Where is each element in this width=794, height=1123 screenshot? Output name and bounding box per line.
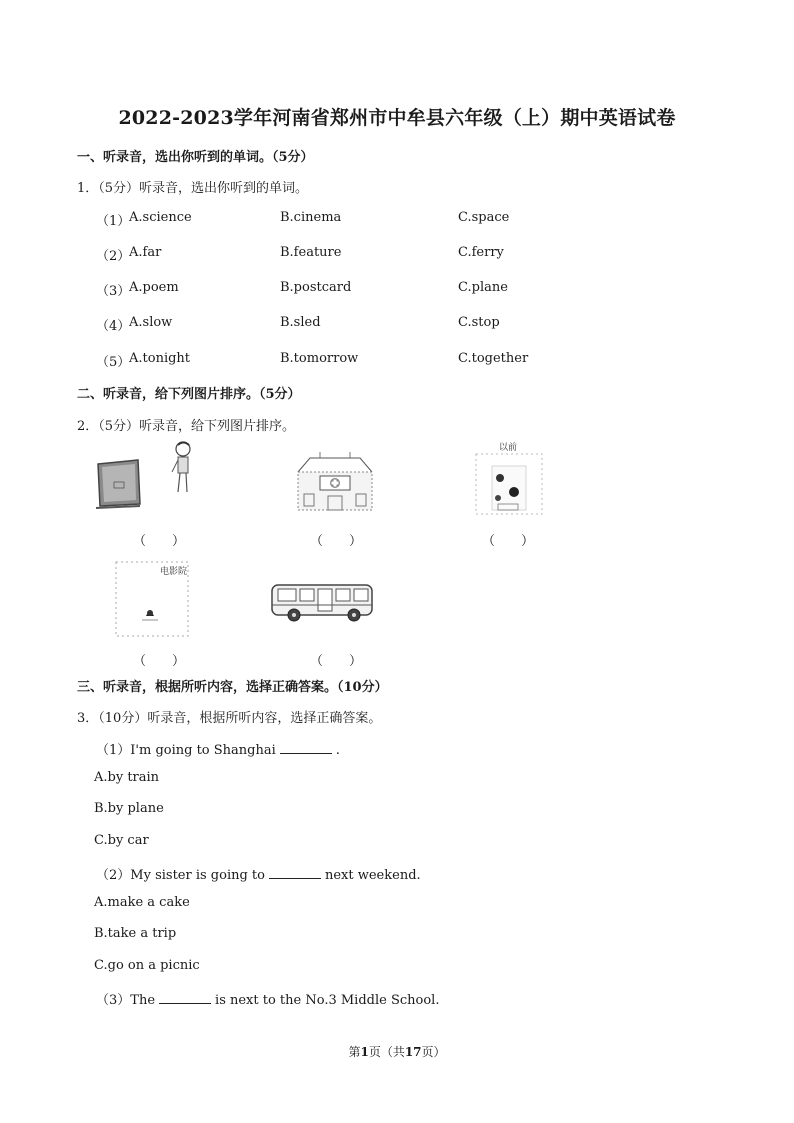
q3-item-3-blank xyxy=(159,991,211,1004)
page-title: 2022-2023学年河南省郑州市中牟县六年级（上）期中英语试卷 xyxy=(118,107,676,129)
picture-4-answer-paren: （ ） xyxy=(133,654,186,669)
q1-row-1-option-c: C.space xyxy=(458,210,510,225)
bus-picture xyxy=(268,577,378,627)
q3-item-2-before: My sister is going to xyxy=(130,868,265,883)
q1-row-1-option-a: A.science xyxy=(129,210,192,225)
q3-item-3-after: is next to the No.3 Middle School. xyxy=(215,993,440,1008)
q3-item-3-num: （3） xyxy=(96,993,131,1008)
q3-item-1-after: . xyxy=(335,743,340,758)
q3-item-1-blank xyxy=(280,741,332,754)
q3-item-2-option-c: C.go on a picnic xyxy=(94,958,200,973)
q1-row-2-option-a: A.far xyxy=(129,245,162,260)
footer-page-number: 1 xyxy=(360,1045,369,1059)
section-2-heading: 二、听录音，给下列图片排序。（5分） xyxy=(77,387,301,402)
q3-item-2-after: next weekend. xyxy=(324,868,421,883)
q1-row-2-option-b: B.feature xyxy=(280,245,342,260)
q1-row-4-option-a: A.slow xyxy=(129,315,173,330)
picture-5-answer-paren: （ ） xyxy=(310,654,363,669)
q1-row-5-option-c: C.together xyxy=(458,351,529,366)
q1-row-3-num: （3） xyxy=(96,284,131,299)
q3-item-3 xyxy=(96,989,439,1008)
post-office-sign: 以前 xyxy=(499,443,518,453)
question-1: 1．（5分）听录音，选出你听到的单词。 xyxy=(77,181,309,196)
q1-row-4-num: （4） xyxy=(96,319,131,334)
q3-item-2-num: （2） xyxy=(96,868,131,883)
q1-row-4-option-c: C.stop xyxy=(458,315,500,330)
q1-row-5-option-a: A.tonight xyxy=(129,351,191,366)
section-3-heading: 三、听录音，根据所听内容，选择正确答案。（10分） xyxy=(77,680,388,695)
q1-row-3-option-b: B.postcard xyxy=(280,280,352,295)
question-2: 2．（5分）听录音，给下列图片排序。 xyxy=(77,419,296,434)
picture-3-answer-paren: （ ） xyxy=(482,534,535,549)
picture-1-answer-paren: （ ） xyxy=(133,534,186,549)
q1-row-4-option-b: B.sled xyxy=(280,315,321,330)
q3-item-2-option-a: A.make a cake xyxy=(94,895,190,910)
q1-row-1-option-b: B.cinema xyxy=(280,210,342,225)
page-footer xyxy=(0,1043,794,1060)
q3-item-1-option-a: A.by train xyxy=(94,770,160,785)
q3-item-2 xyxy=(96,864,421,883)
q1-row-5-option-b: B.tomorrow xyxy=(280,351,359,366)
q3-item-3-before: The xyxy=(130,993,156,1008)
q1-row-3-option-a: A.poem xyxy=(129,280,179,295)
footer-suffix: 页） xyxy=(421,1045,446,1059)
hospital-picture xyxy=(290,450,380,515)
tv-and-boy-picture xyxy=(94,440,204,515)
footer-total-pages: 17 xyxy=(404,1045,422,1059)
q1-row-2-option-c: C.ferry xyxy=(458,245,504,260)
footer-mid: 页（共 xyxy=(368,1045,405,1059)
q3-item-2-option-b: B.take a trip xyxy=(94,926,177,941)
q1-row-5-num: （5） xyxy=(96,355,131,370)
q3-item-1-option-b: B.by plane xyxy=(94,801,164,816)
q3-item-1-before: I'm going to Shanghai xyxy=(130,743,276,758)
cinema-sign: 电影院 xyxy=(160,567,188,577)
q1-row-2-num: （2） xyxy=(96,249,131,264)
q3-item-1 xyxy=(96,739,340,758)
q3-item-2-blank xyxy=(269,866,321,879)
picture-2-answer-paren: （ ） xyxy=(310,534,363,549)
section-1-heading: 一、听录音，选出你听到的单词。（5分） xyxy=(77,150,314,165)
q3-item-1-option-c: C.by car xyxy=(94,833,149,848)
q3-item-1-num: （1） xyxy=(96,743,131,758)
q1-row-3-option-c: C.plane xyxy=(458,280,508,295)
question-3: 3．（10分）听录音，根据所听内容，选择正确答案。 xyxy=(77,711,382,726)
q1-row-1-num: （1） xyxy=(96,214,131,229)
footer-prefix: 第 xyxy=(348,1045,361,1059)
